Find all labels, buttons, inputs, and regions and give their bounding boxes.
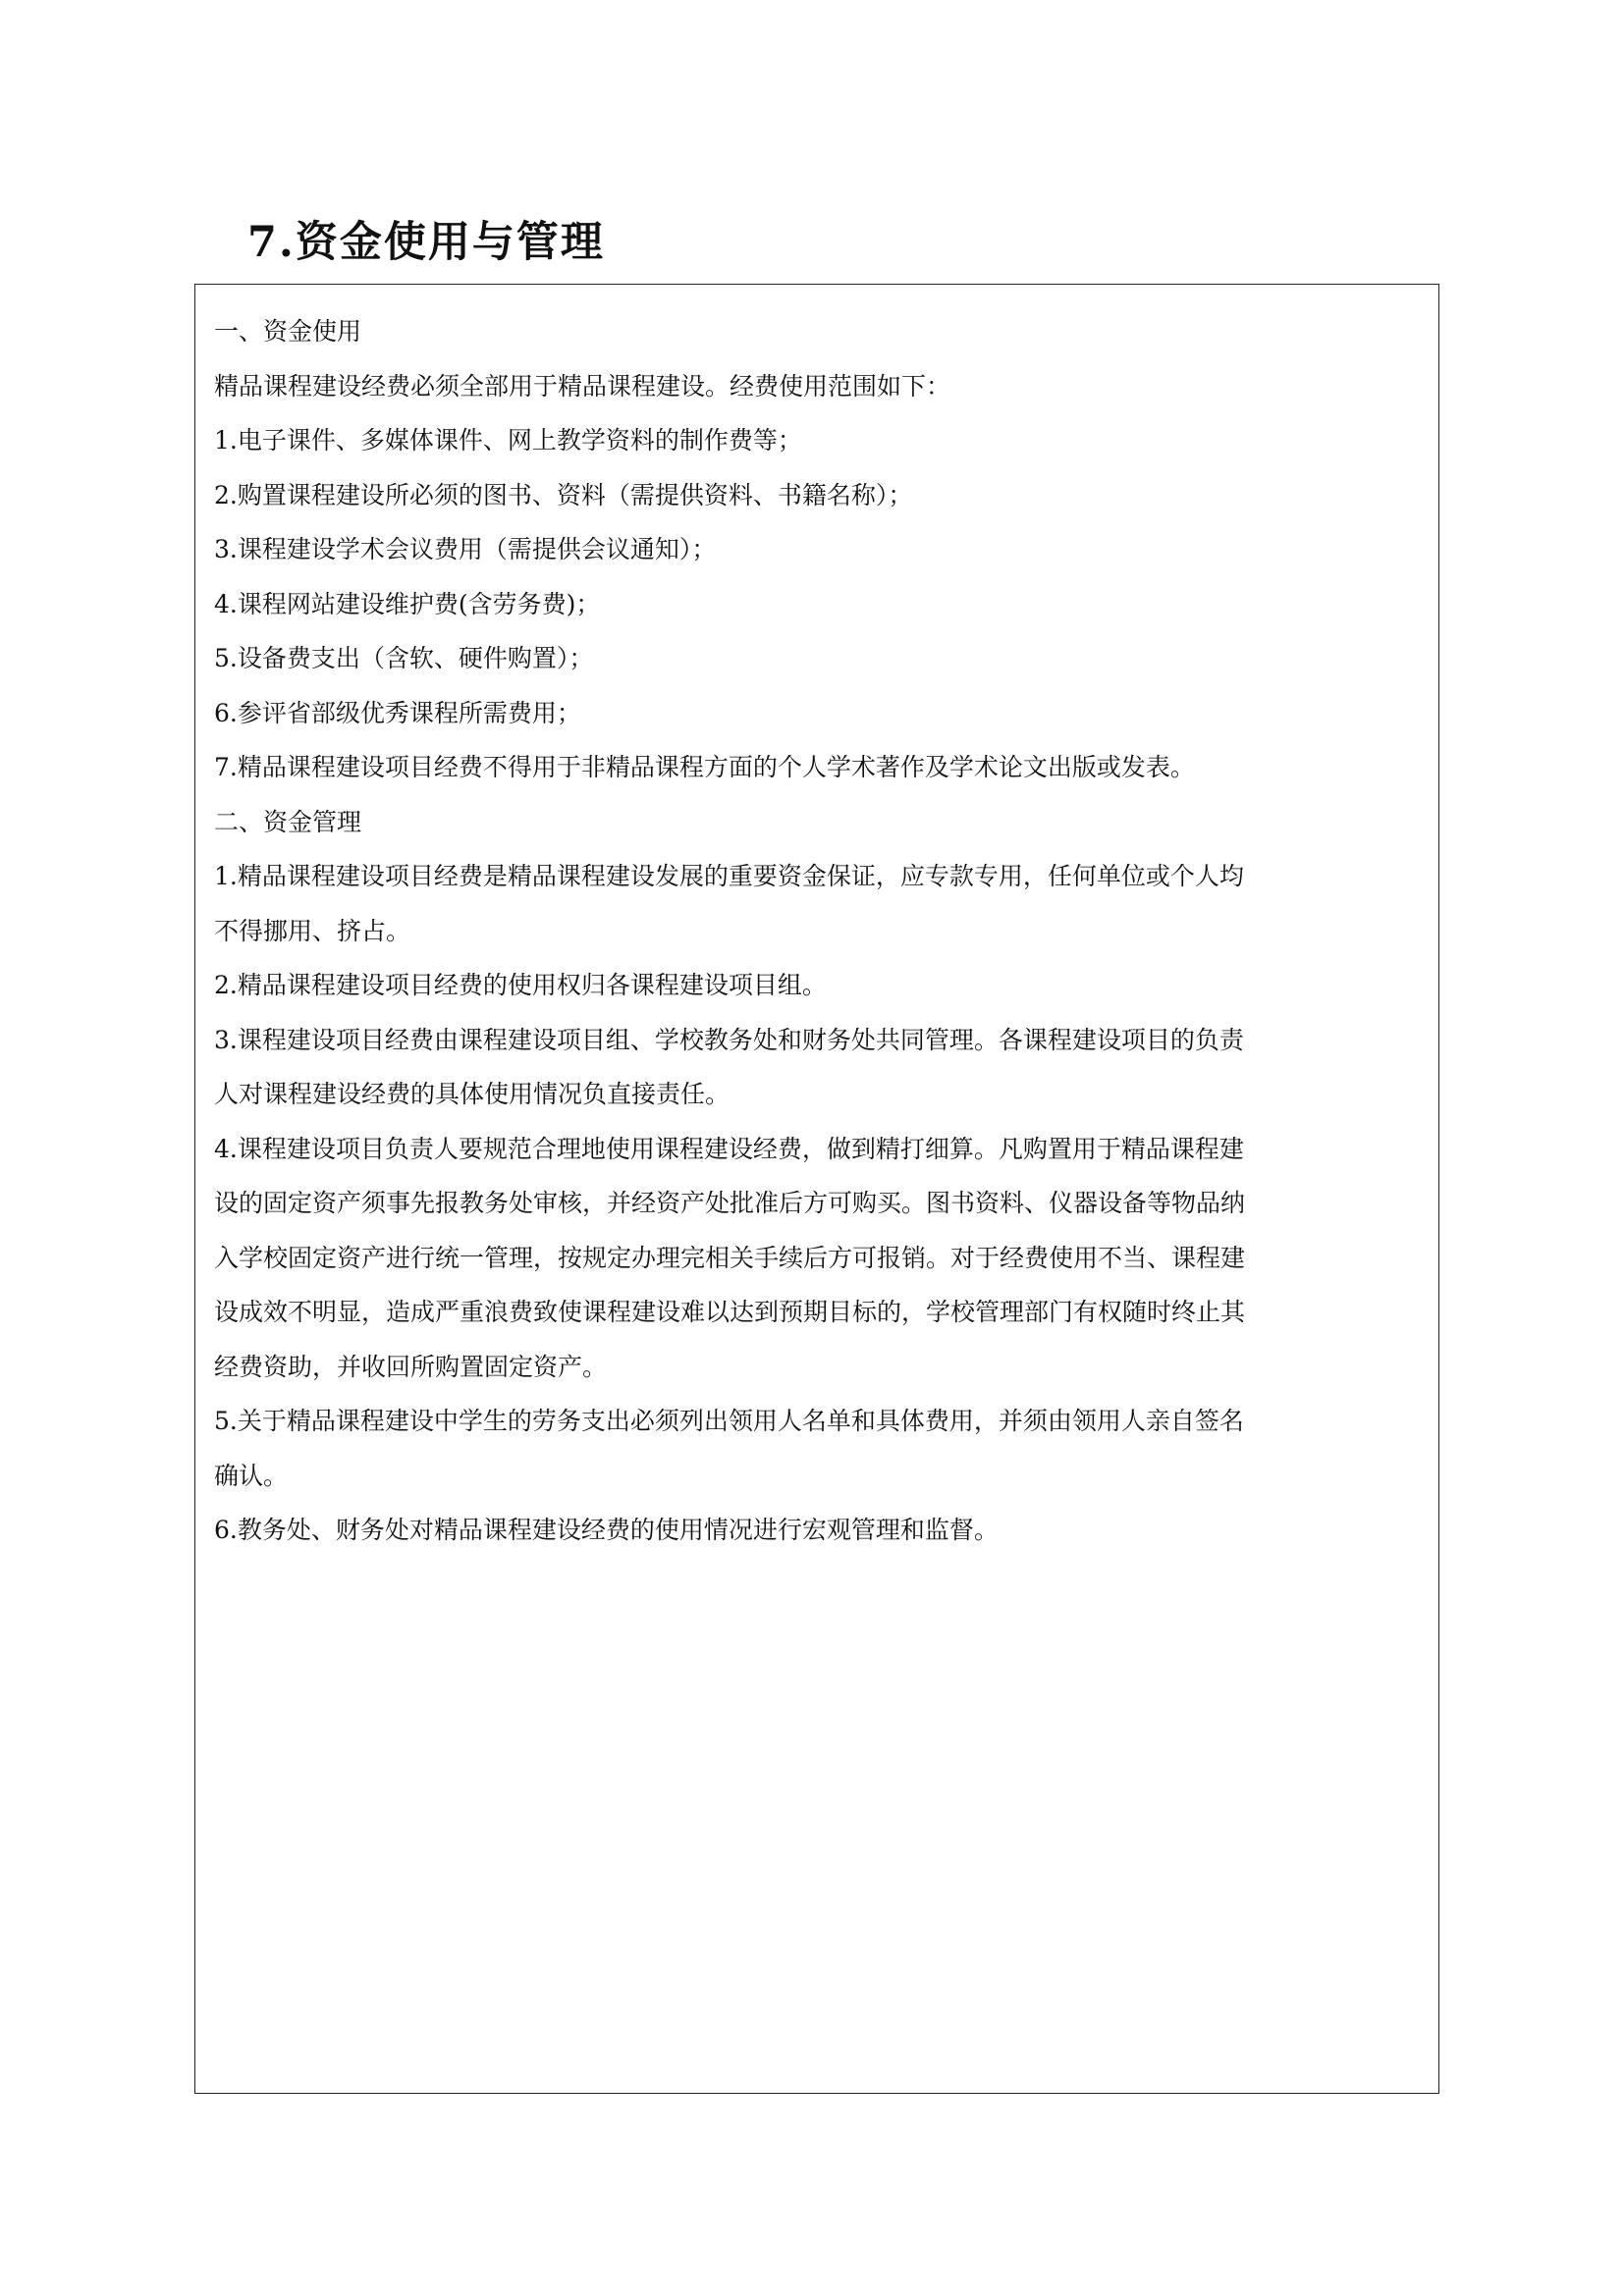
list-item-continuation: 确认。 <box>214 1461 289 1490</box>
list-item: 1.精品课程建设项目经费是精品课程建设发展的重要资金保证，应专款专用，任何单位或个人均 <box>214 862 1244 890</box>
list-item: 3.课程建设项目经费由课程建设项目组、学校教务处和财务处共同管理。各课程建设项目的负责 <box>214 1025 1244 1054</box>
list-item-continuation: 不得挪用、挤占。 <box>214 916 411 945</box>
section-heading-usage: 一、资金使用 <box>214 317 362 346</box>
list-item: 5.关于精品课程建设中学生的劳务支出必须列出领用人名单和具体费用，并须由领用人亲自签名 <box>214 1407 1244 1435</box>
list-item-continuation: 入学校固定资产进行统一管理，按规定办理完相关手续后方可报销。对于经费使用不当、课程建 <box>214 1243 1246 1272</box>
content-box <box>194 284 1439 2094</box>
list-item: 2.精品课程建设项目经费的使用权归各课程建设项目组。 <box>214 971 827 999</box>
list-item: 4.课程网站建设维护费(含劳务费)； <box>214 589 601 618</box>
list-item: 6.参评省部级优秀课程所需费用； <box>214 698 581 727</box>
section-heading-management: 二、资金管理 <box>214 807 362 836</box>
list-item: 3.课程建设学术会议费用（需提供会议通知）； <box>214 535 717 563</box>
paragraph-line: 精品课程建设经费必须全部用于精品课程建设。经费使用范围如下： <box>214 371 951 400</box>
list-item-continuation: 设的固定资产须事先报教务处审核，并经资产处批准后方可购买。图书资料、仪器设备等物品纳 <box>214 1189 1246 1217</box>
list-item-continuation: 设成效不明显，造成严重浪费致使课程建设难以达到预期目标的，学校管理部门有权随时终止其 <box>214 1298 1246 1326</box>
list-item: 7.精品课程建设项目经费不得用于非精品课程方面的个人学术著作及学术论文出版或发表。 <box>214 753 1195 781</box>
list-item: 4.课程建设项目负责人要规范合理地使用课程建设经费，做到精打细算。凡购置用于精品课程建 <box>214 1134 1244 1163</box>
list-item: 5.设备费支出（含软、硬件购置）； <box>214 644 594 672</box>
list-item-continuation: 经费资助，并收回所购置固定资产。 <box>214 1352 608 1381</box>
list-item: 6.教务处、财务处对精品课程建设经费的使用情况进行宏观管理和监督。 <box>214 1516 999 1544</box>
list-item: 2.购置课程建设所必须的图书、资料（需提供资料、书籍名称）； <box>214 480 913 509</box>
list-item-continuation: 人对课程建设经费的具体使用情况负直接责任。 <box>214 1080 731 1108</box>
page-title: 7.资金使用与管理 <box>247 218 605 267</box>
list-item: 1.电子课件、多媒体课件、网上教学资料的制作费等； <box>214 426 802 454</box>
